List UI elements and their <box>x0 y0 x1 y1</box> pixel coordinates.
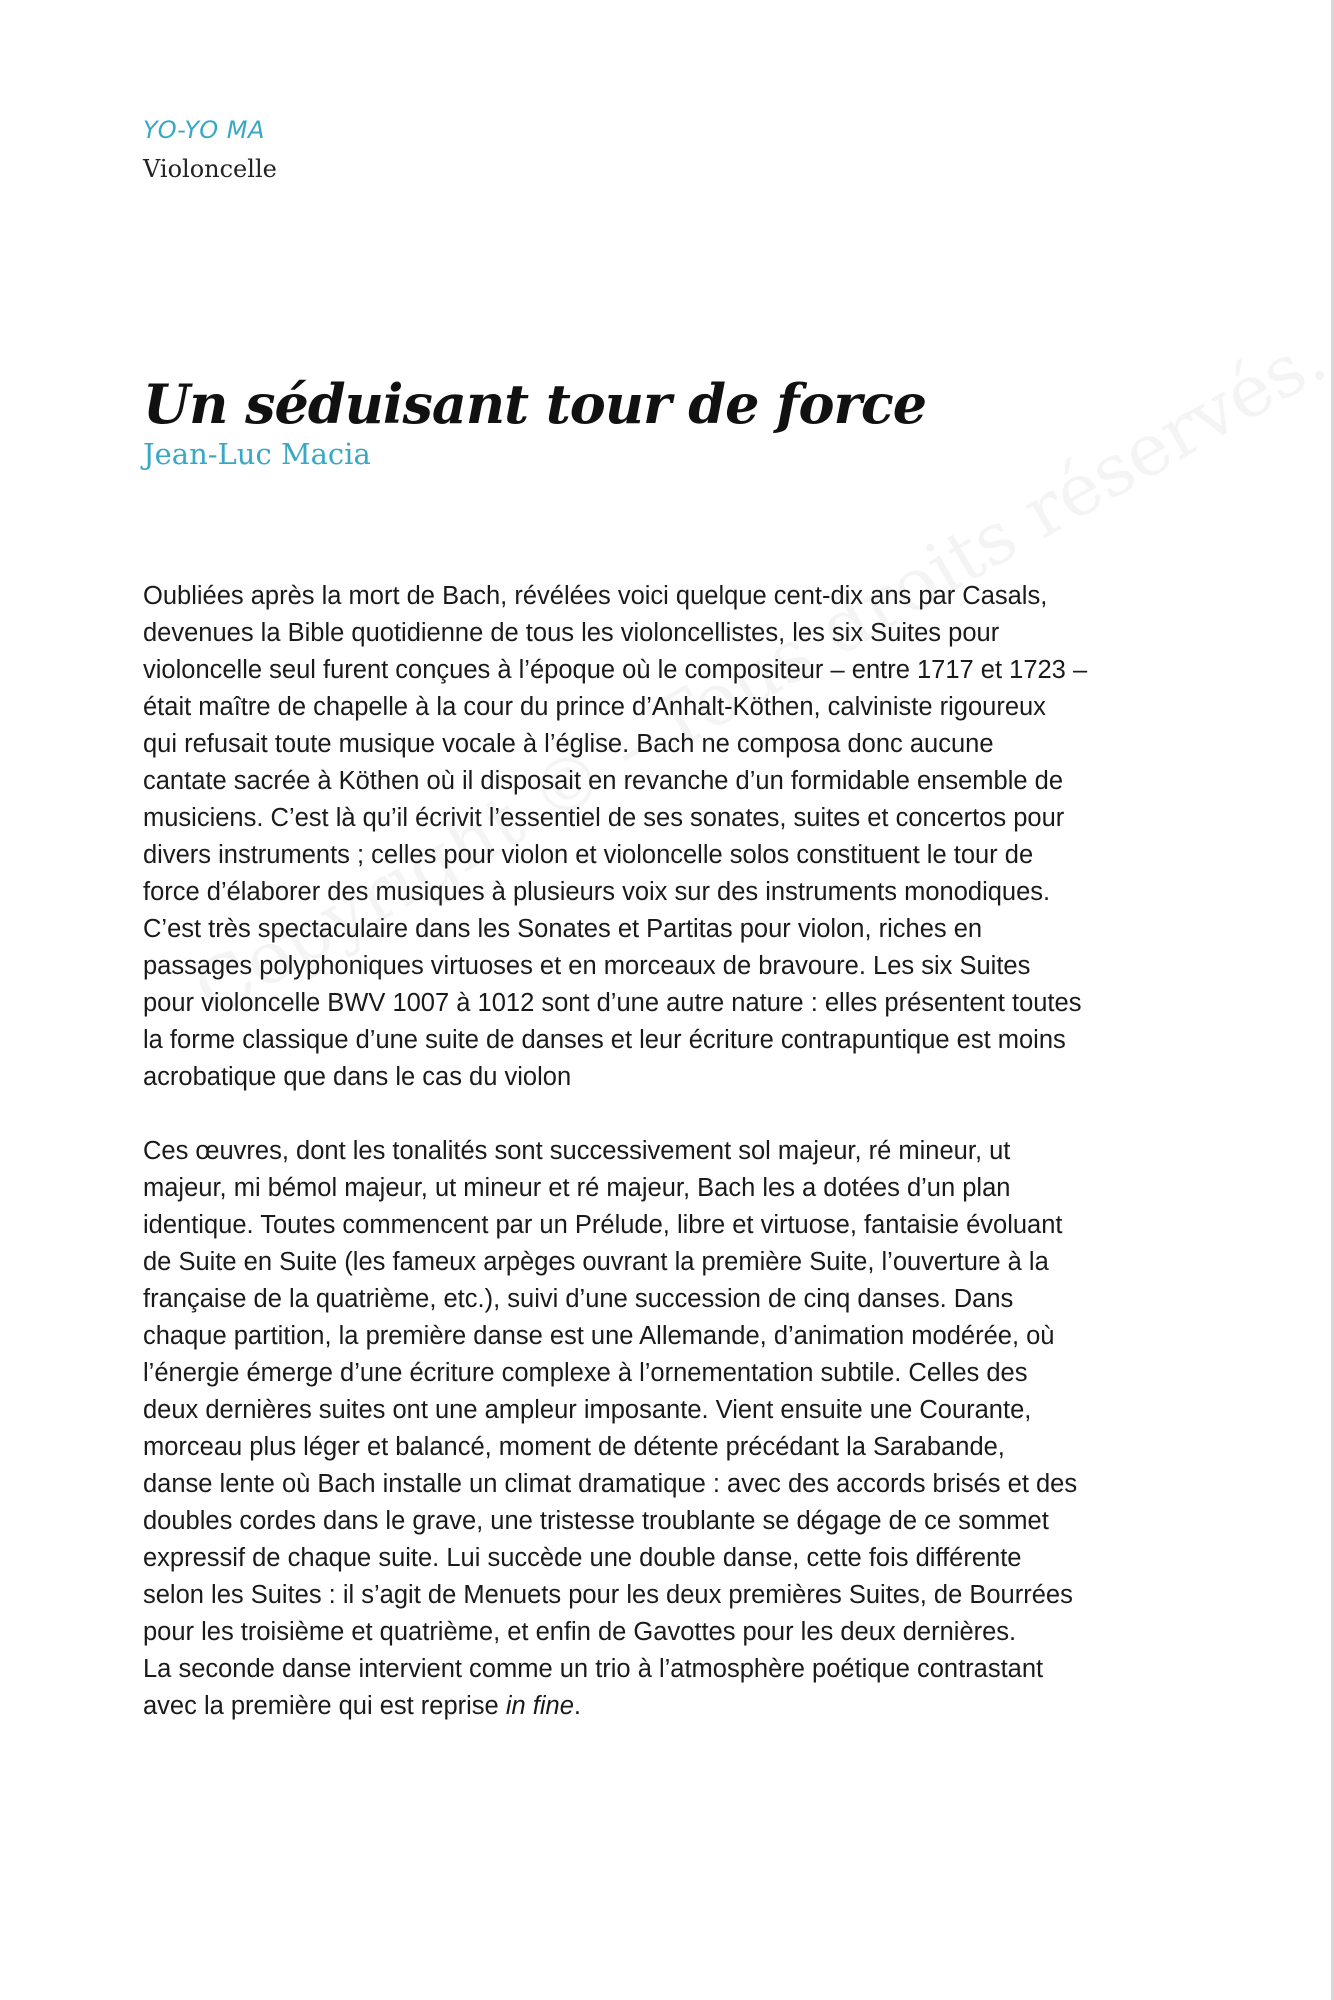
text-line: chaque partition, la première danse est une Allemande, d’animation modérée, où <box>143 1322 1055 1350</box>
text-line: majeur, mi bémol majeur, ut mineur et ré majeur, Bach les a dotées d’un plan <box>143 1174 1011 1202</box>
text-line: deux dernières suites ont une ampleur imposante. Vient ensuite une Courante, <box>143 1396 1032 1424</box>
text-line: qui refusait toute musique vocale à l’église. Bach ne composa donc aucune <box>143 730 994 758</box>
artist-name: YO-YO MA <box>143 116 265 144</box>
last-line-italic: in fine <box>505 1692 574 1720</box>
text-line: devenues la Bible quotidienne de tous les violoncellistes, les six Suites pour <box>143 619 1000 647</box>
text-line: C’est très spectaculaire dans les Sonates et Partitas pour violon, riches en <box>143 915 983 943</box>
text-line: divers instruments ; celles pour violon et violoncelle solos constituent le tour de <box>143 841 1034 869</box>
text-line: La seconde danse intervient comme un trio à l’atmosphère poétique contrastant <box>143 1655 1044 1683</box>
text-line: passages polyphoniques virtuoses et en morceaux de bravoure. Les six Suites <box>143 952 1031 980</box>
text-line: acrobatique que dans le cas du violon <box>143 1063 572 1091</box>
text-line: était maître de chapelle à la cour du prince d’Anhalt-Köthen, calviniste rigoureux <box>143 693 1046 721</box>
text-line: doubles cordes dans le grave, une tristesse troublante se dégage de ce sommet <box>143 1507 1049 1535</box>
last-line-prefix: avec la première qui est reprise <box>143 1692 506 1720</box>
text-line: cantate sacrée à Köthen où il disposait en revanche d’un formidable ensemble de <box>143 767 1064 795</box>
text-line: l’énergie émerge d’une écriture complexe à l’ornementation subtile. Celles des <box>143 1359 1028 1387</box>
text-line: Ces œuvres, dont les tonalités sont successivement sol majeur, ré mineur, ut <box>143 1137 1011 1165</box>
text-line: française de la quatrième, etc.), suivi d’une succession de cinq danses. Dans <box>143 1285 1014 1313</box>
text-line: pour les troisième et quatrième, et enfin de Gavottes pour les deux dernières. <box>143 1618 1017 1646</box>
text-line: expressif de chaque suite. Lui succède une double danse, cette fois différente <box>143 1544 1022 1572</box>
paragraph-2 <box>143 1133 1203 1725</box>
text-line: morceau plus léger et balancé, moment de détente précédant la Sarabande, <box>143 1433 1005 1461</box>
text-line: pour violoncelle BWV 1007 à 1012 sont d’une autre nature : elles présentent toutes <box>143 989 1082 1017</box>
paragraph-1 <box>143 578 1203 1096</box>
text-line: Oubliées après la mort de Bach, révélées voici quelque cent-dix ans par Casals, <box>143 582 1048 610</box>
text-line: musiciens. C’est là qu’il écrivit l’essentiel de ses sonates, suites et concertos pour <box>143 804 1065 832</box>
instrument-label: Violoncelle <box>143 155 277 183</box>
text-line: danse lente où Bach installe un climat dramatique : avec des accords brisés et des <box>143 1470 1078 1498</box>
article-author: Jean-Luc Macia <box>143 437 371 471</box>
text-line-last <box>143 1688 1203 1725</box>
article-title: Un séduisant tour de force <box>143 372 927 436</box>
text-line: de Suite en Suite (les fameux arpèges ouvrant la première Suite, l’ouverture à la <box>143 1248 1049 1276</box>
last-line-suffix: . <box>573 1692 581 1720</box>
text-line: la forme classique d’une suite de danses et leur écriture contrapuntique est moins <box>143 1026 1066 1054</box>
article-body <box>143 578 1203 1762</box>
text-line: selon les Suites : il s’agit de Menuets pour les deux premières Suites, de Bourrées <box>143 1581 1073 1609</box>
text-line: force d’élaborer des musiques à plusieurs voix sur des instruments monodiques. <box>143 878 1051 906</box>
text-line: violoncelle seul furent conçues à l’époque où le compositeur – entre 1717 et 1723 – <box>143 656 1088 684</box>
text-line: identique. Toutes commencent par un Prélude, libre et virtuose, fantaisie évoluant <box>143 1211 1063 1239</box>
